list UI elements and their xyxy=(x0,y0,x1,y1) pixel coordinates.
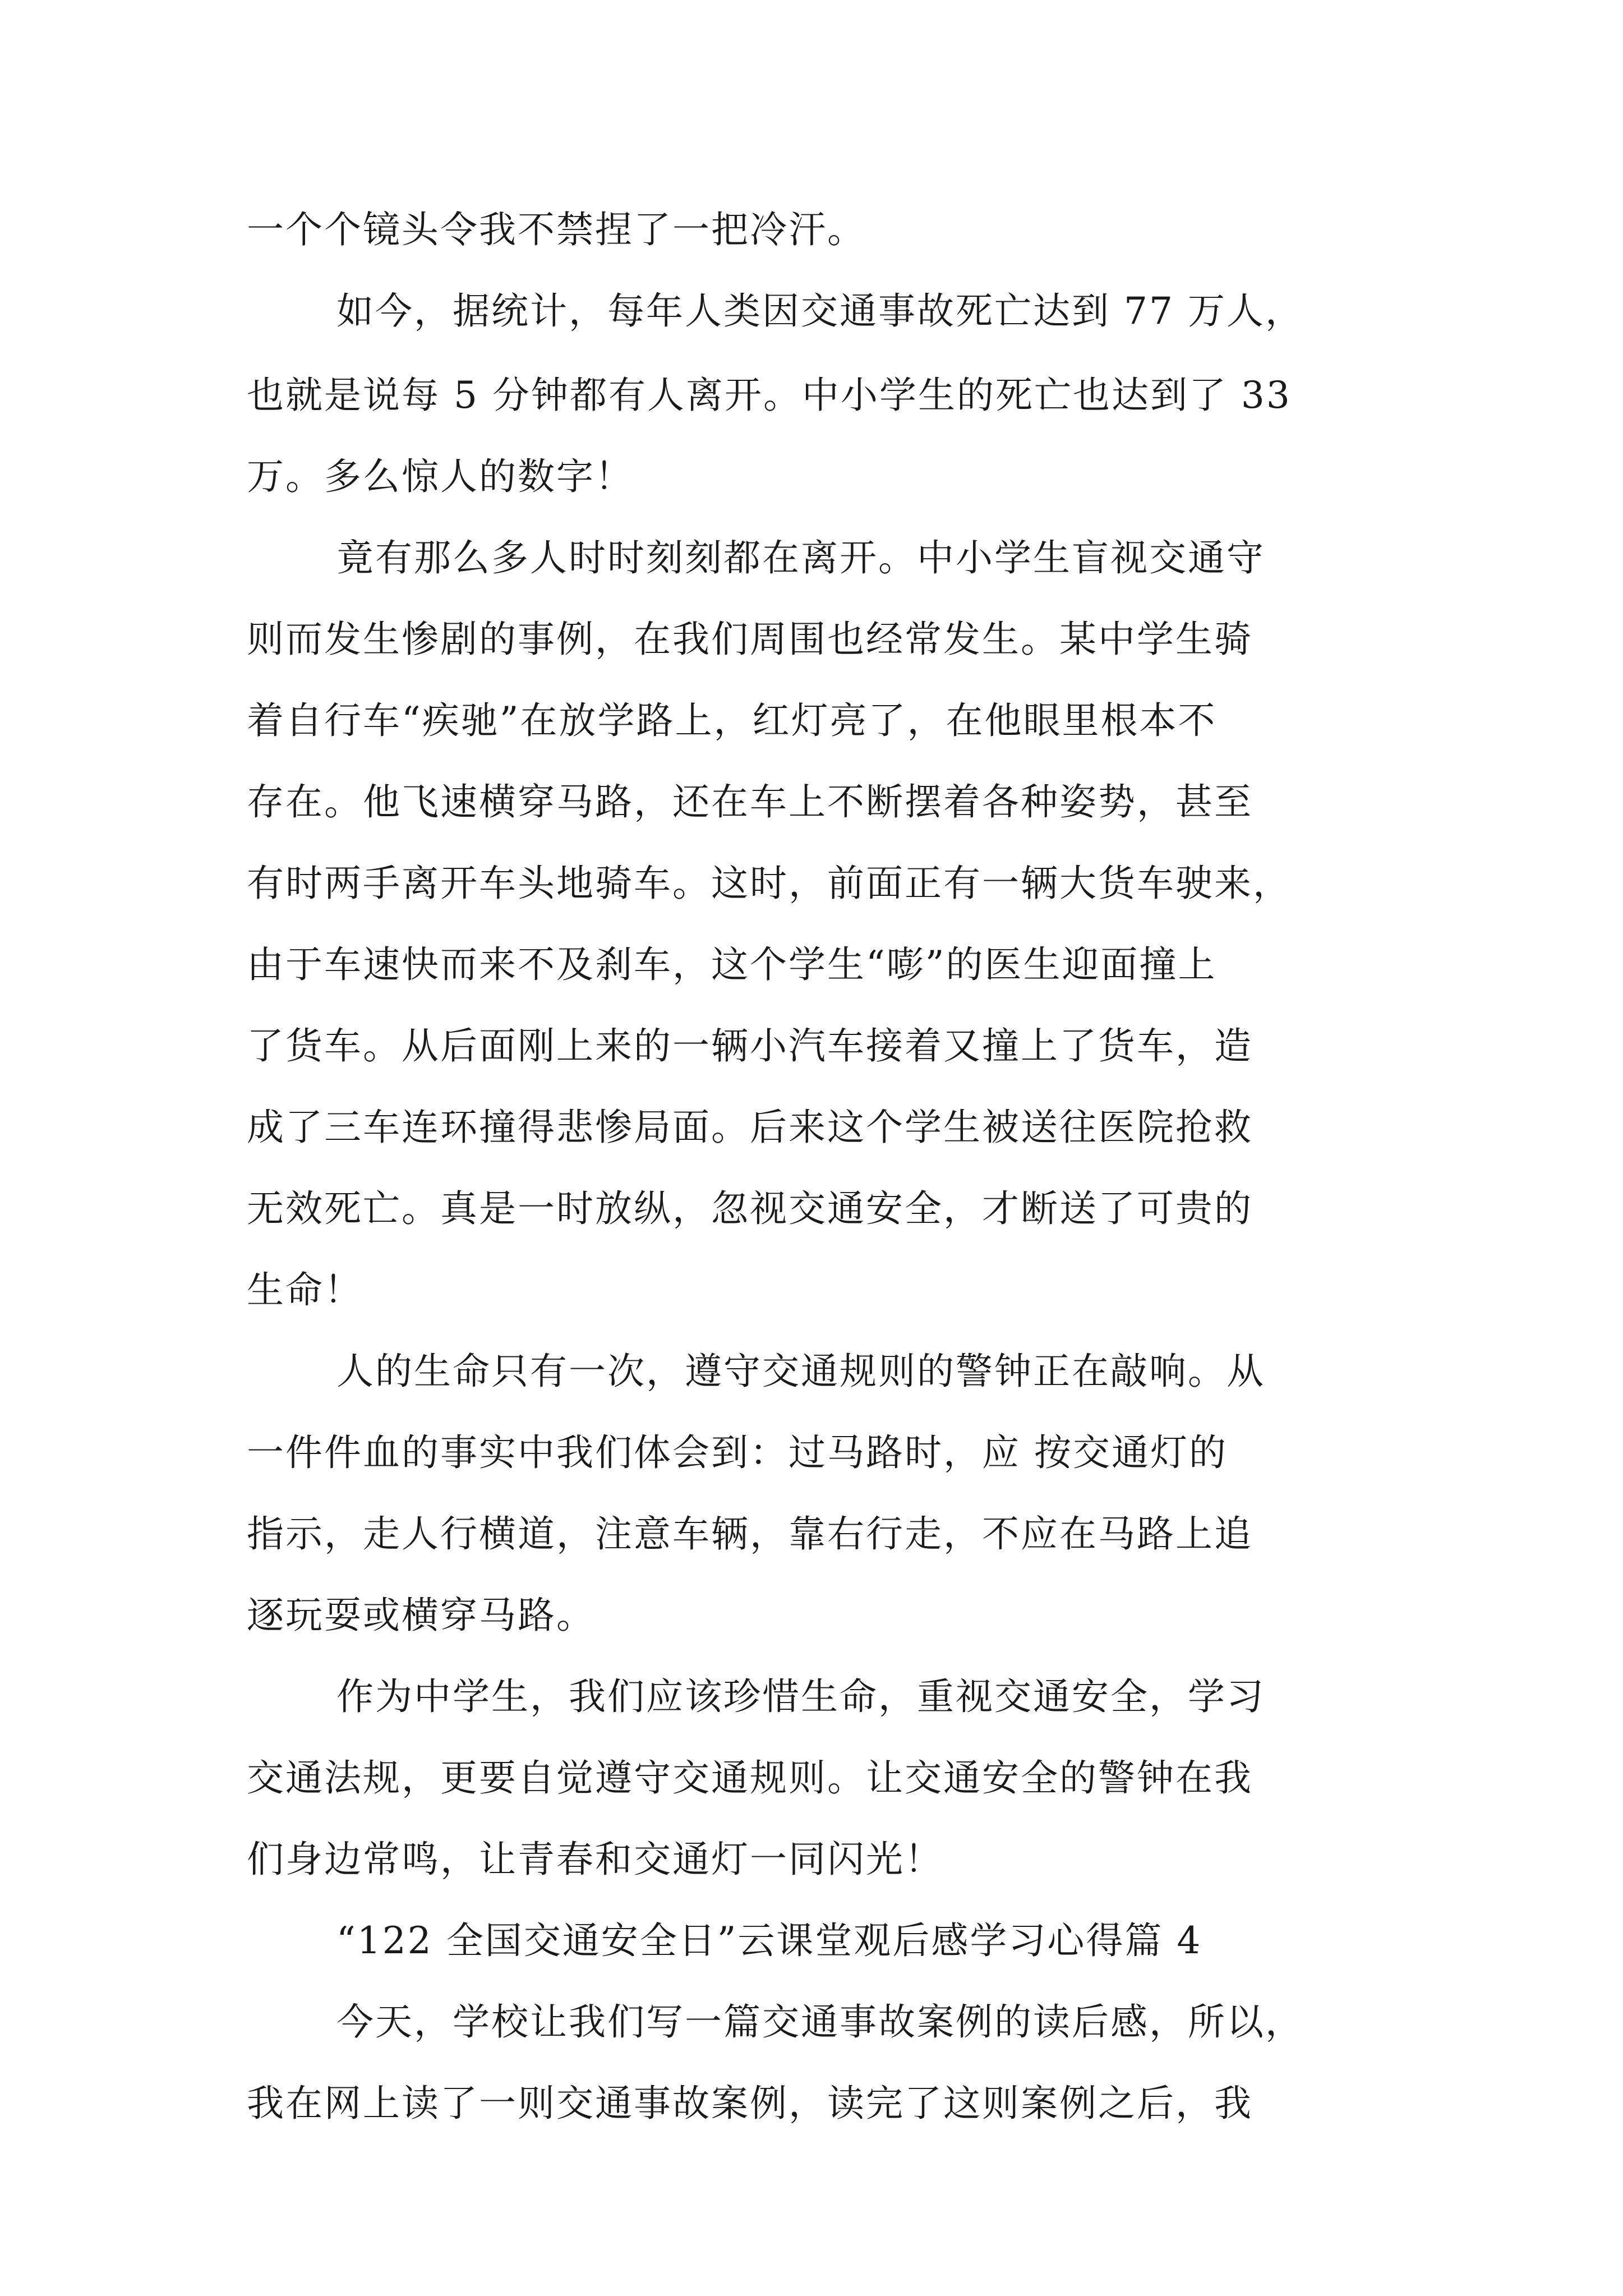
paragraph-line: 着自行车“疾驰”在放学路上，红灯亮了，在他眼里根本不 xyxy=(247,699,1217,742)
paragraph-line: 了货车。从后面刚上来的一辆小汽车接着又撞上了货车，造 xyxy=(247,1024,1253,1068)
paragraph-line: 无效死亡。真是一时放纵，忽视交通安全，才断送了可贵的 xyxy=(247,1187,1253,1230)
section-heading: “122 全国交通安全日”云课堂观后感学习心得篇 4 xyxy=(336,1919,1202,1962)
paragraph-line: 也就是说每 5 分钟都有人离开。中小学生的死亡也达到了 33 xyxy=(247,374,1292,417)
paragraph-line: 们身边常鸣，让青春和交通灯一同闪光！ xyxy=(247,1838,943,1881)
paragraph-line: 由于车速快而来不及刹车，这个学生“嘭”的医生迎面撞上 xyxy=(247,943,1217,986)
paragraph-line: 作为中学生，我们应该珍惜生命，重视交通安全，学习 xyxy=(336,1675,1265,1718)
paragraph-line: 今天，学校让我们写一篇交通事故案例的读后感，所以， xyxy=(336,2000,1304,2044)
paragraph-line: 一个个镜头令我不禁捏了一把冷汗。 xyxy=(247,208,866,251)
paragraph-line: 交通法规，更要自觉遵守交通规则。让交通安全的警钟在我 xyxy=(247,1756,1253,1800)
paragraph-line: 逐玩耍或横穿马路。 xyxy=(247,1594,595,1637)
paragraph-line: 我在网上读了一则交通事故案例，读完了这则案例之后，我 xyxy=(247,2082,1253,2125)
paragraph-line: 成了三车连环撞得悲惨局面。后来这个学生被送往医院抢救 xyxy=(247,1106,1253,1149)
paragraph-line: 则而发生惨剧的事例，在我们周围也经常发生。某中学生骑 xyxy=(247,618,1253,661)
paragraph-line: 指示，走人行横道，注意车辆，靠右行走，不应在马路上追 xyxy=(247,1512,1253,1556)
paragraph-line: 生命！ xyxy=(247,1268,363,1312)
paragraph-line: 如今，据统计，每年人类因交通事故死亡达到 77 万人， xyxy=(336,289,1304,333)
paragraph-line: 存在。他飞速横穿马路，还在车上不断摆着各种姿势，甚至 xyxy=(247,780,1253,823)
paragraph-line: 一件件血的事实中我们体会到：过马路时，应 按交通灯的 xyxy=(247,1431,1228,1474)
paragraph-line: 万。多么惊人的数字！ xyxy=(247,455,634,498)
paragraph-line: 竟有那么多人时时刻刻都在离开。中小学生盲视交通守 xyxy=(336,536,1265,579)
paragraph-line: 有时两手离开车头地骑车。这时，前面正有一辆大货车驶来， xyxy=(247,862,1292,905)
paragraph-line: 人的生命只有一次，遵守交通规则的警钟正在敲响。从 xyxy=(336,1350,1265,1393)
